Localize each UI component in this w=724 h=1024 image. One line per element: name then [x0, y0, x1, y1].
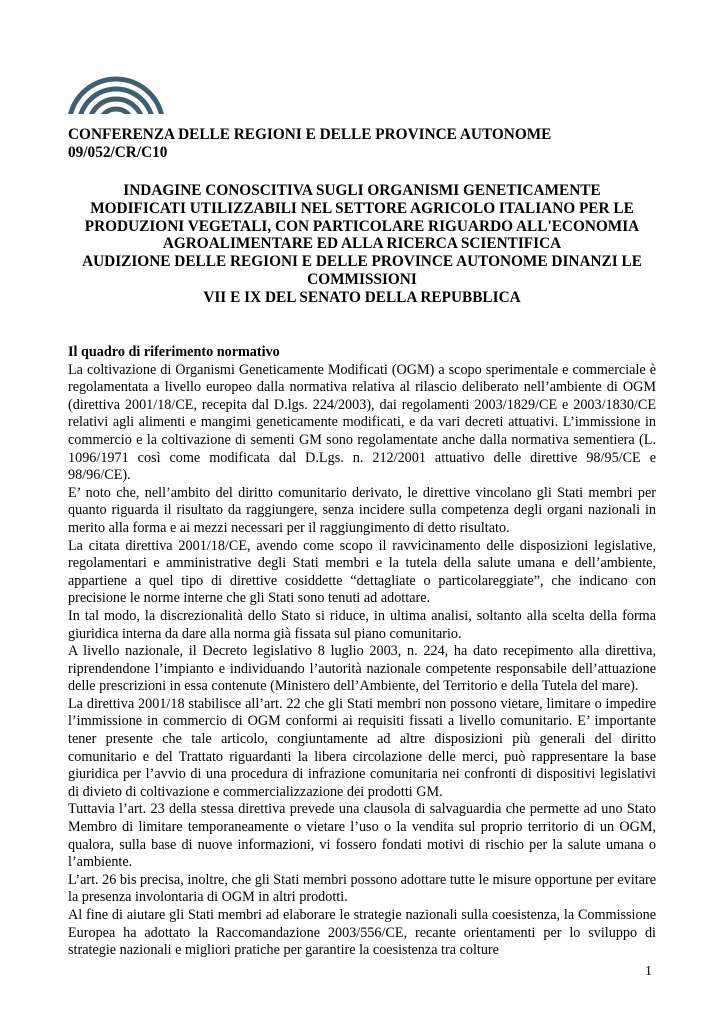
paragraph: L’art. 26 bis precisa, inoltre, che gli Stati membri possono adottare tutte le misure opportune per evitare la presenza involontaria di OGM in altri prodotti.	[68, 871, 656, 906]
paragraph: La coltivazione di Organismi Geneticamente Modificati (OGM) a scopo sperimentale e commerciale è regolamentata a livello europeo dalla normativa relativa al rilascio deliberato nell’ambiente di OGM (direttiva 2001/18/CE, recepita dal D.lgs. 224/2003), dai regolamenti 2003/1829/CE e 2003/1830/CE relativi agli alimenti e mangimi geneticamente modificati, e da vari decreti attuativi. L’immissione in commercio e la coltivazione di sementi GM sono regolamentate anche dalla normativa sementiera (L. 1096/1971 così come modificata dal D.Lgs. n. 212/2001 attuativo delle direttive 98/95/CE e 98/96/CE).	[68, 361, 656, 484]
document-title	[62, 182, 662, 307]
paragraph: A livello nazionale, il Decreto legislativo 8 luglio 2003, n. 224, ha dato recepimento alla direttiva, riprendendone l’impianto e individuando l’autorità nazionale competente responsabile dell’attuazione delle prescrizioni in essa contenute (Ministero dell’Ambiente, del Territorio e della Tutela del mare).	[68, 643, 656, 695]
arcs-logo-icon	[66, 74, 166, 126]
title-line: COMMISSIONI	[307, 270, 417, 288]
paragraph: Al fine di aiutare gli Stati membri ad elaborare le strategie nazionali sulla coesistenza, la Commissione Europea ha adottato la Raccomandazione 2003/556/CE, recante orientamenti per lo sviluppo di strategie nazionali e migliori pratiche per garantire la coesistenza tra colture	[68, 907, 656, 959]
paragraph: La direttiva 2001/18 stabilisce all’art. 22 che gli Stati membri non possono vietare, limitare o impedire l’immissione in commercio di OGM conformi ai requisiti fissati a livello comunitario. E’ importante tener presente che tale articolo, congiuntamente ad altre disposizioni più generali del diritto comunitario e del Trattato riguardanti la libera circolazione delle merci, può rappresentare la base giuridica per l’avvio di una procedura di infrazione comunitaria nei confronti di dispositivi legislativi di divieto di coltivazione e commercializzazione dei prodotti GM.	[68, 695, 656, 800]
document-header	[68, 126, 658, 162]
title-line: INDAGINE CONOSCITIVA SUGLI ORGANISMI GENETICAMENTE	[123, 182, 601, 199]
section-heading: Il quadro di riferimento normativo	[68, 344, 280, 360]
title-line: AGROALIMENTARE ED ALLA RICERCA SCIENTIFICA	[162, 235, 562, 253]
paragraph: Tuttavia l’art. 23 della stessa direttiva prevede una clausola di salvaguardia che permette ad uno Stato Membro di limitare temporaneamente o vietare l’uso o la vendita sul proprio territorio di un OGM, qualora, sulla base di nuove informazioni, vi fossero fondati motivi di rischio per la salute umana o l’ambiente.	[68, 801, 656, 871]
header-organization: CONFERENZA DELLE REGIONI E DELLE PROVINCE AUTONOME	[68, 126, 552, 143]
paragraph: E’ noto che, nell’ambito del diritto comunitario derivato, le direttive vincolano gli Stati membri per quanto riguarda il risultato da raggiungere, senza incidere sulla competenza degli organi nazionali in merito alla forma e ai mezzi necessari per il raggiungimento di detto risultato.	[68, 484, 656, 536]
page-number: 1	[645, 964, 652, 979]
title-line: AUDIZIONE DELLE REGIONI E DELLE PROVINCE AUTONOME DINANZI LE	[82, 253, 642, 271]
header-code: 09/052/CR/C10	[68, 144, 168, 161]
paragraph: La citata direttiva 2001/18/CE, avendo come scopo il ravvicinamento delle disposizioni legislative, regolamentari e amministrative degli Stati membri e la tutela della salute umana e dell’ambiente, appartiene a quel tipo di direttive cosiddette “dettagliate o particolareggiate”, che indicano con precisione le norme interne che gli Stati sono tenuti ad adottare.	[68, 537, 656, 607]
title-line: MODIFICATI UTILIZZABILI NEL SETTORE AGRICOLO ITALIANO PER LE	[90, 199, 634, 217]
title-line: VII E IX DEL SENATO DELLA REPUBBLICA	[203, 288, 521, 306]
section-normative-framework	[68, 344, 656, 960]
title-line: PRODUZIONI VEGETALI, CON PARTICOLARE RIGUARDO ALL'ECONOMIA	[84, 217, 640, 235]
paragraph: In tal modo, la discrezionalità dello Stato si riduce, in ultima analisi, soltanto alla scelta della forma giuridica interna da dare alla norma già fissata sul piano comunitario.	[68, 607, 656, 642]
